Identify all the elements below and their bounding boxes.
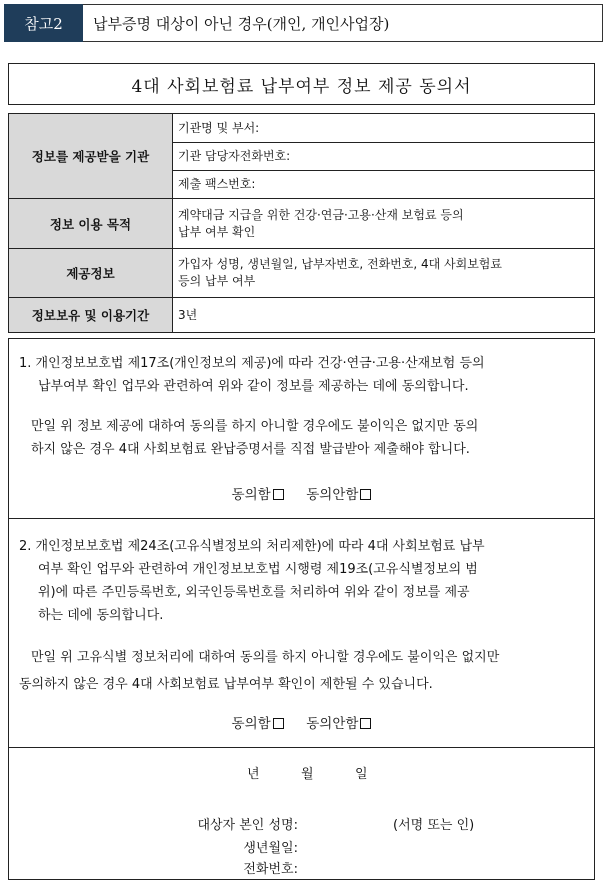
retention-value: 3년 — [173, 298, 595, 333]
reference-header — [4, 4, 603, 42]
fax-number-field[interactable]: 제출 팩스번호: — [173, 171, 595, 199]
agency-dept-field[interactable]: 기관명 및 부서: — [173, 114, 595, 143]
consent2-agree-label: 동의함 — [231, 716, 271, 732]
consent2-disagree-checkbox[interactable] — [360, 718, 371, 729]
agency-phone-field[interactable]: 기관 담당자전화번호: — [173, 143, 595, 171]
text-line: 만일 위 정보 제공에 대하여 동의를 하지 아니할 경우에도 불이익은 없지만 동의 — [31, 419, 479, 434]
consent2-disagree-label: 동의안함 — [306, 716, 359, 732]
consent1-agree-label: 동의함 — [231, 487, 271, 503]
form-title: 4대 사회보험료 납부여부 정보 제공 동의서 — [8, 63, 595, 105]
retention-label: 정보보유 및 이용기간 — [9, 298, 173, 333]
consent2-choice — [9, 712, 594, 732]
info-table — [8, 113, 595, 333]
text-line: 2. 개인정보보호법 제24조(고유식별정보의 처리제한)에 따라 4대 사회보험료 납부 — [19, 539, 485, 554]
text-line: 납부여부 확인 업무와 관련하여 위와 같이 정보를 제공하는 데에 동의합니다. — [38, 379, 469, 394]
consent1-disagree-label: 동의안함 — [306, 487, 359, 503]
birthdate-label: 생년월일: — [243, 841, 298, 856]
text-line: 1. 개인정보보호법 제17조(개인정보의 제공)에 따라 건강·연금·고용·산재보험 등의 — [19, 356, 485, 371]
reference-badge: 참고2 — [4, 4, 83, 42]
provided-info-value — [173, 249, 595, 298]
consent2-agree-checkbox[interactable] — [273, 718, 284, 729]
consent2-notice — [19, 644, 591, 698]
purpose-value — [173, 199, 595, 249]
consent1-disagree-checkbox[interactable] — [360, 489, 371, 500]
consent2-paragraph — [19, 535, 591, 627]
text-line: 위)에 따른 주민등록번호, 외국인등록번호를 처리하여 위와 같이 정보를 제공 — [38, 585, 470, 600]
name-label: 대상자 본인 성명: — [197, 818, 298, 833]
date-month-label: 월 — [301, 767, 314, 782]
provided-line: 등의 납부 여부 — [178, 274, 256, 288]
text-line: 하지 않은 경우 4대 사회보험료 완납증명서를 직접 발급받아 제출해야 합니다. — [31, 442, 470, 457]
date-year-label: 년 — [247, 767, 260, 782]
sign-note: (서명 또는 인) — [393, 818, 475, 833]
phone-label: 전화번호: — [243, 862, 298, 877]
signature-section — [9, 748, 594, 881]
text-line: 여부 확인 업무와 관련하여 개인정보보호법 시행령 제19조(고유식별정보의 범 — [38, 562, 478, 577]
consent-section-1 — [9, 339, 594, 519]
consent1-notice — [31, 415, 591, 461]
purpose-label: 정보 이용 목적 — [9, 199, 173, 249]
consent-section-2 — [9, 519, 594, 748]
purpose-line: 계약대금 지급을 위한 건강·연금·고용·산재 보험료 등의 — [178, 207, 464, 222]
provided-info-label: 제공정보 — [9, 249, 173, 298]
consent-box — [8, 338, 595, 880]
consent1-choice — [9, 483, 594, 503]
recipient-label: 정보를 제공받을 기관 — [9, 114, 173, 199]
date-day-label: 일 — [355, 767, 368, 782]
purpose-line: 납부 여부 확인 — [178, 224, 256, 239]
consent1-agree-checkbox[interactable] — [273, 489, 284, 500]
text-line: 동의하지 않은 경우 4대 사회보험료 납부여부 확인이 제한될 수 있습니다. — [19, 677, 433, 692]
header-title: 납부증명 대상이 아닌 경우(개인, 개인사업장) — [83, 4, 603, 42]
text-line: 만일 위 고유식별 정보처리에 대하여 동의를 하지 아니할 경우에도 불이익은 없지만 — [31, 650, 500, 665]
consent1-paragraph — [19, 352, 591, 398]
provided-line: 가입자 성명, 생년월일, 납부자번호, 전화번호, 4대 사회보험료 — [178, 257, 502, 271]
text-line: 하는 데에 동의합니다. — [38, 608, 164, 623]
